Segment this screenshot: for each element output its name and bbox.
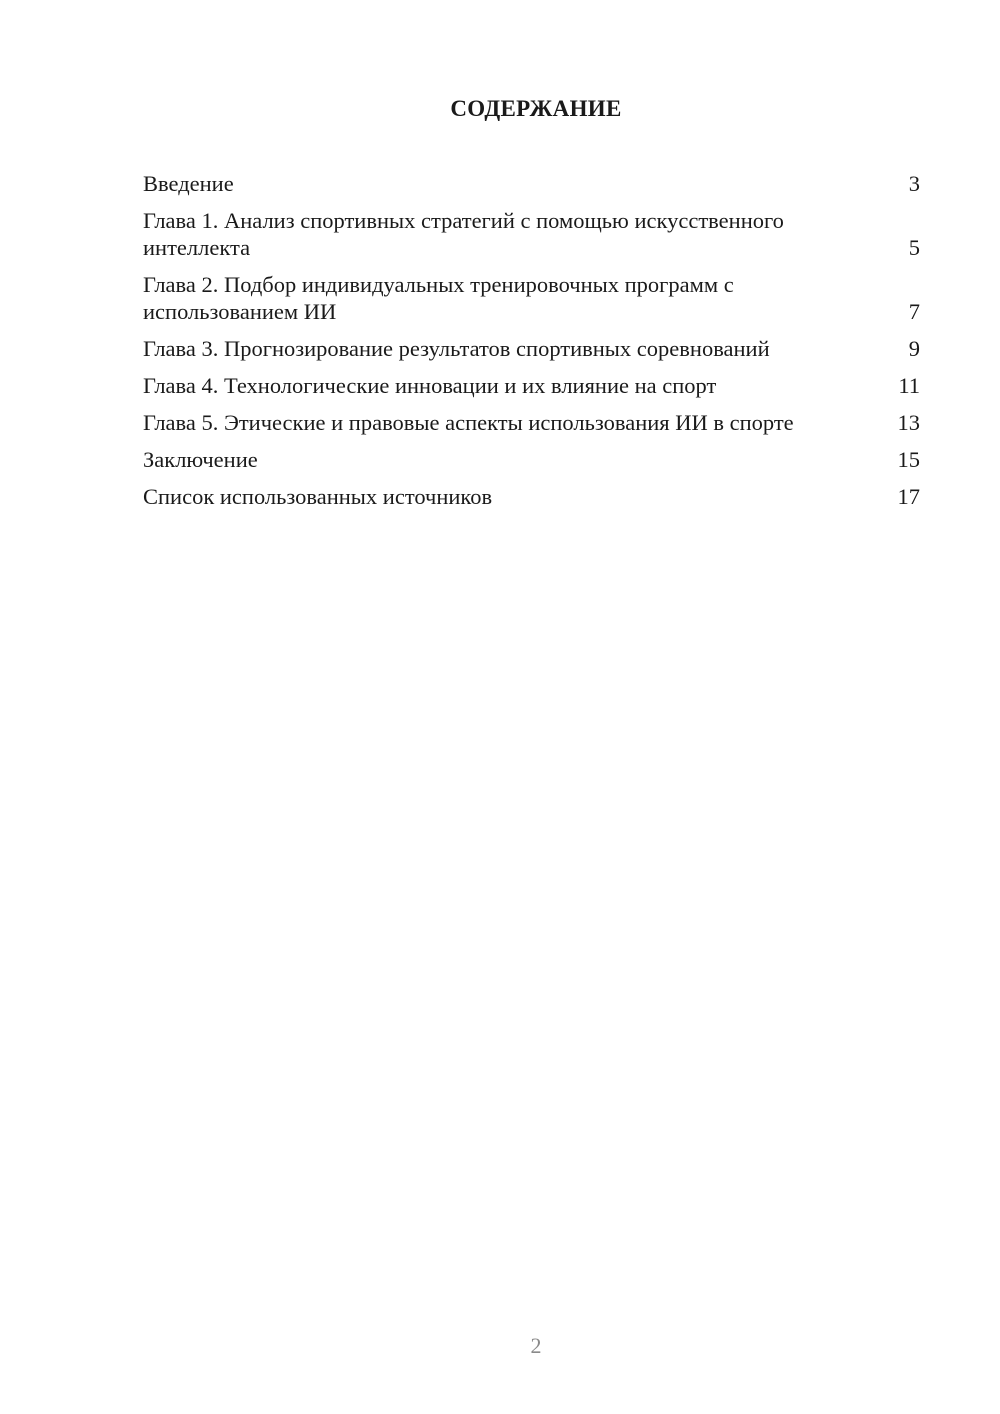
- toc-entry-chapter-4[interactable]: [143, 372, 920, 399]
- toc-entry-page-number: 13: [897, 410, 920, 435]
- toc-entry-chapter-3[interactable]: [143, 335, 920, 362]
- toc-entry-page-number: 7: [908, 299, 920, 324]
- toc-entry-references[interactable]: [143, 483, 920, 510]
- toc-entry-chapter-2[interactable]: [143, 271, 920, 325]
- toc-entry-title: Введение: [143, 171, 234, 196]
- toc-entry-page-number: 3: [908, 171, 920, 196]
- toc-entry-chapter-5[interactable]: [143, 409, 920, 436]
- toc-entry-page-number: 5: [908, 235, 920, 260]
- toc-entry-page-number: 15: [897, 447, 920, 472]
- page-number: 2: [530, 1333, 542, 1358]
- toc-entry-page-number: 11: [898, 373, 920, 398]
- toc-entry-conclusion[interactable]: [143, 446, 920, 473]
- toc-entry-title: Глава 1. Анализ спортивных стратегий с помощью искусственного интеллекта: [143, 208, 784, 260]
- toc-entry-page-number: 9: [908, 336, 920, 361]
- toc-entry-title: Глава 3. Прогнозирование результатов спортивных соревнований: [143, 336, 770, 361]
- toc-entry-title: Глава 5. Этические и правовые аспекты использования ИИ в спорте: [143, 410, 794, 435]
- toc-entry-page-number: 17: [897, 484, 920, 509]
- page-title: СОДЕРЖАНИЕ: [450, 96, 622, 121]
- toc-entry-introduction[interactable]: [143, 170, 920, 197]
- toc-entry-title: Заключение: [143, 447, 258, 472]
- toc-entry-title: Глава 2. Подбор индивидуальных тренировочных программ с использованием ИИ: [143, 272, 734, 324]
- toc-entry-title: Список использованных источников: [143, 484, 493, 509]
- toc-entry-title: Глава 4. Технологические инновации и их влияние на спорт: [143, 373, 717, 398]
- toc-entry-chapter-1[interactable]: [143, 207, 920, 261]
- table-of-contents: [143, 170, 920, 520]
